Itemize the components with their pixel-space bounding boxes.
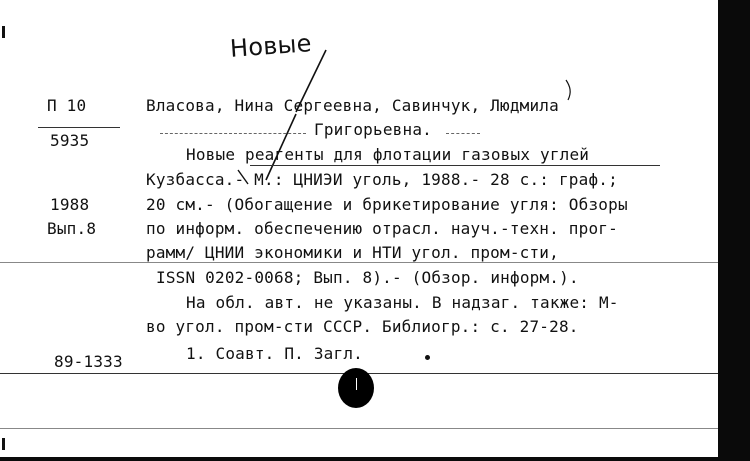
title-line: Новые реагенты для флотации газовых углей — [186, 145, 590, 164]
author-line-continued: Григорьевна. — [314, 120, 432, 139]
dotted-guide — [160, 133, 306, 134]
card-fold-line — [0, 262, 718, 263]
call-number-rule — [38, 127, 120, 128]
author-line: Власова, Нина Сергеевна, Савинчук, Людмила — [146, 96, 559, 115]
inventory-number: 5935 — [50, 131, 90, 150]
title-underline — [250, 165, 660, 166]
series-line: рамм/ ЦНИИ экономики и НТИ угол. пром-сти, — [146, 243, 559, 262]
dotted-guide — [446, 133, 480, 134]
card-punch-hole-mark — [356, 378, 357, 390]
tracing-line: 1. Соавт. П. Загл. — [186, 344, 363, 363]
series-line: 20 см.- (Обогащение и брикетирование угля: Обзоры — [146, 195, 628, 214]
issn-line: ISSN 0202-0068; Вып. 8).- (Обзор. информ.). — [156, 268, 579, 287]
accession-number: 89-1333 — [54, 352, 123, 371]
imprint-line: Кузбасса.- М.: ЦНИЭИ уголь, 1988.- 28 с.: граф.; — [146, 170, 618, 189]
issue-number: Вып.8 — [47, 219, 97, 238]
handwritten-note: Новые — [229, 29, 313, 63]
card-lower-rule — [0, 428, 718, 429]
ink-dot — [425, 355, 430, 360]
call-number: П 10 — [47, 96, 87, 115]
publication-year: 1988 — [50, 195, 90, 214]
note-line: во угол. пром-сти СССР. Библиогр.: с. 27-28. — [146, 317, 579, 336]
series-line: по информ. обеспечению отрасл. науч.-техн. прог- — [146, 219, 618, 238]
note-line: На обл. авт. не указаны. В надзаг. также: М- — [186, 293, 619, 312]
